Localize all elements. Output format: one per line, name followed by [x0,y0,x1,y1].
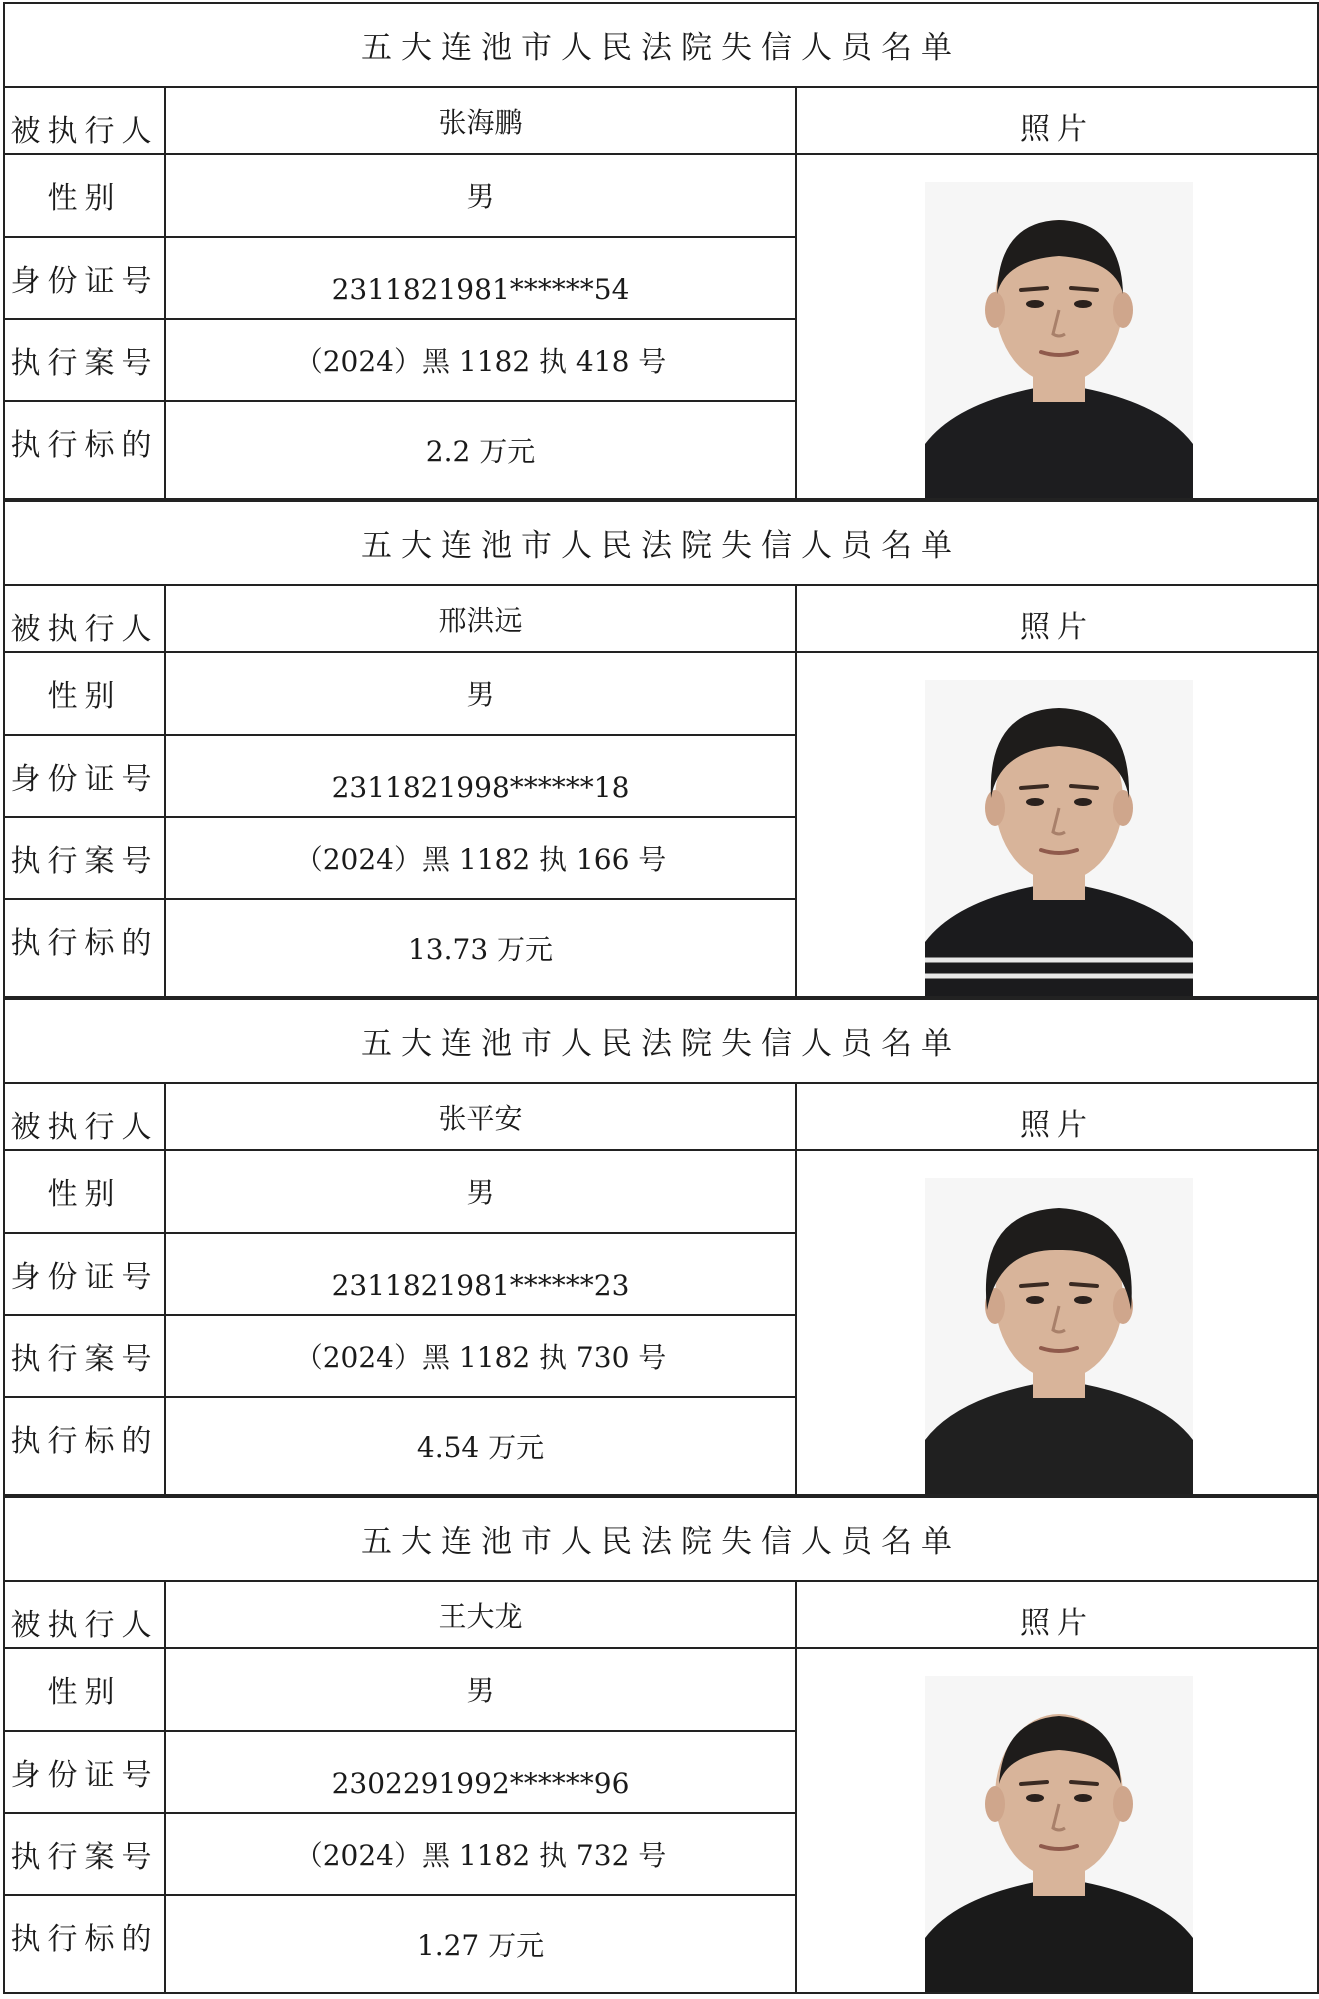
label-gender: 性别 [4,154,165,236]
label-amount: 执行标的 [4,899,165,997]
value-amount: 1.27 万元 [165,1895,796,1993]
value-name: 张平安 [165,1083,796,1151]
label-name: 被执行人 [4,585,165,653]
label-id: 身份证号 [4,1731,165,1813]
record-title: 五大连池市人民法院失信人员名单 [4,999,1318,1083]
record-table [3,2,1319,500]
photo-cell [796,652,1318,997]
record-block [3,998,1317,1496]
value-id: 2311821998******18 [165,735,796,817]
portrait-photo-icon [925,1676,1193,1992]
label-photo: 照片 [796,87,1318,155]
value-amount: 4.54 万元 [165,1397,796,1495]
photo-cell [796,1648,1318,1993]
label-name: 被执行人 [4,1581,165,1649]
record-table [3,998,1319,1496]
blacklist-sheet [3,2,1317,1994]
label-name: 被执行人 [4,1083,165,1151]
label-amount: 执行标的 [4,1397,165,1495]
label-photo: 照片 [796,1581,1318,1649]
value-case: （2024）黑 1182 执 166 号 [165,817,796,899]
label-case: 执行案号 [4,817,165,899]
label-amount: 执行标的 [4,1895,165,1993]
record-table [3,1496,1319,1994]
value-case: （2024）黑 1182 执 418 号 [165,319,796,401]
label-photo: 照片 [796,1083,1318,1151]
portrait-photo-icon [925,680,1193,996]
record-title: 五大连池市人民法院失信人员名单 [4,501,1318,585]
value-case: （2024）黑 1182 执 730 号 [165,1315,796,1397]
value-name: 王大龙 [165,1581,796,1649]
value-id: 2302291992******96 [165,1731,796,1813]
label-gender: 性别 [4,1648,165,1730]
value-name: 张海鹏 [165,87,796,155]
label-case: 执行案号 [4,1813,165,1895]
record-title: 五大连池市人民法院失信人员名单 [4,1497,1318,1581]
portrait-photo-icon [925,182,1193,498]
record-title: 五大连池市人民法院失信人员名单 [4,3,1318,87]
photo-cell [796,154,1318,499]
record-table [3,500,1319,998]
value-id: 2311821981******54 [165,237,796,319]
value-gender: 男 [165,154,796,236]
label-name: 被执行人 [4,87,165,155]
value-gender: 男 [165,1150,796,1232]
label-amount: 执行标的 [4,401,165,499]
value-gender: 男 [165,1648,796,1730]
portrait-photo-icon [925,1178,1193,1494]
label-case: 执行案号 [4,1315,165,1397]
value-gender: 男 [165,652,796,734]
value-case: （2024）黑 1182 执 732 号 [165,1813,796,1895]
label-id: 身份证号 [4,1233,165,1315]
value-amount: 2.2 万元 [165,401,796,499]
value-amount: 13.73 万元 [165,899,796,997]
record-block [3,500,1317,998]
value-id: 2311821981******23 [165,1233,796,1315]
label-gender: 性别 [4,1150,165,1232]
record-block [3,1496,1317,1994]
record-block [3,2,1317,500]
label-photo: 照片 [796,585,1318,653]
photo-cell [796,1150,1318,1495]
label-case: 执行案号 [4,319,165,401]
label-id: 身份证号 [4,237,165,319]
value-name: 邢洪远 [165,585,796,653]
label-id: 身份证号 [4,735,165,817]
label-gender: 性别 [4,652,165,734]
